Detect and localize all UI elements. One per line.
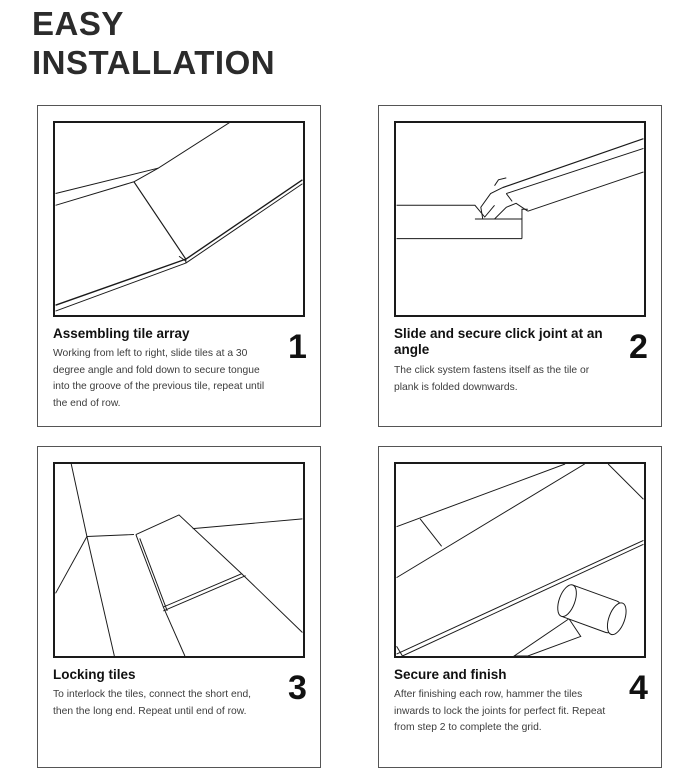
page-heading	[32, 4, 275, 82]
step-card-3	[37, 446, 321, 768]
step-2-description: The click system fastens itself as the tile or plank is folded downwards.	[394, 365, 590, 393]
step-card-2	[378, 105, 662, 427]
step-4-description: After finishing each row, hammer the tiles inwards to lock the joints for perfect fit. Repeat from step 2 to complete the grid.	[394, 689, 606, 733]
step-4-number: 4	[629, 669, 648, 707]
step-3-title: Locking tiles	[53, 667, 136, 682]
step-1-illustration	[53, 121, 305, 317]
rubber-mallet-icon	[396, 464, 644, 656]
step-4-title: Secure and finish	[394, 667, 507, 682]
click-joint-profile-icon	[396, 123, 644, 315]
step-2-number: 2	[629, 328, 648, 366]
step-1-title: Assembling tile array	[53, 326, 190, 341]
step-card-1	[37, 105, 321, 427]
heading-line-1: EASY	[32, 5, 124, 42]
heading-line-2: INSTALLATION	[32, 44, 276, 81]
step-1-number: 1	[288, 328, 307, 366]
step-3-description: To interlock the tiles, connect the short end, then the long end. Repeat until end of row.	[53, 689, 252, 717]
step-3-number: 3	[288, 669, 307, 707]
tile-perspective-icon	[55, 464, 303, 656]
angled-tile-fold-icon	[55, 123, 303, 315]
step-1-description: Working from left to right, slide tiles at a 30 degree angle and fold down to secure tongue into the groove of the previous tile, repeat until the end of row.	[53, 348, 265, 409]
step-4-illustration	[394, 462, 646, 658]
step-2-illustration	[394, 121, 646, 317]
step-card-4	[378, 446, 662, 768]
step-2-title: Slide and secure click joint at an angle	[394, 326, 603, 357]
step-3-illustration	[53, 462, 305, 658]
